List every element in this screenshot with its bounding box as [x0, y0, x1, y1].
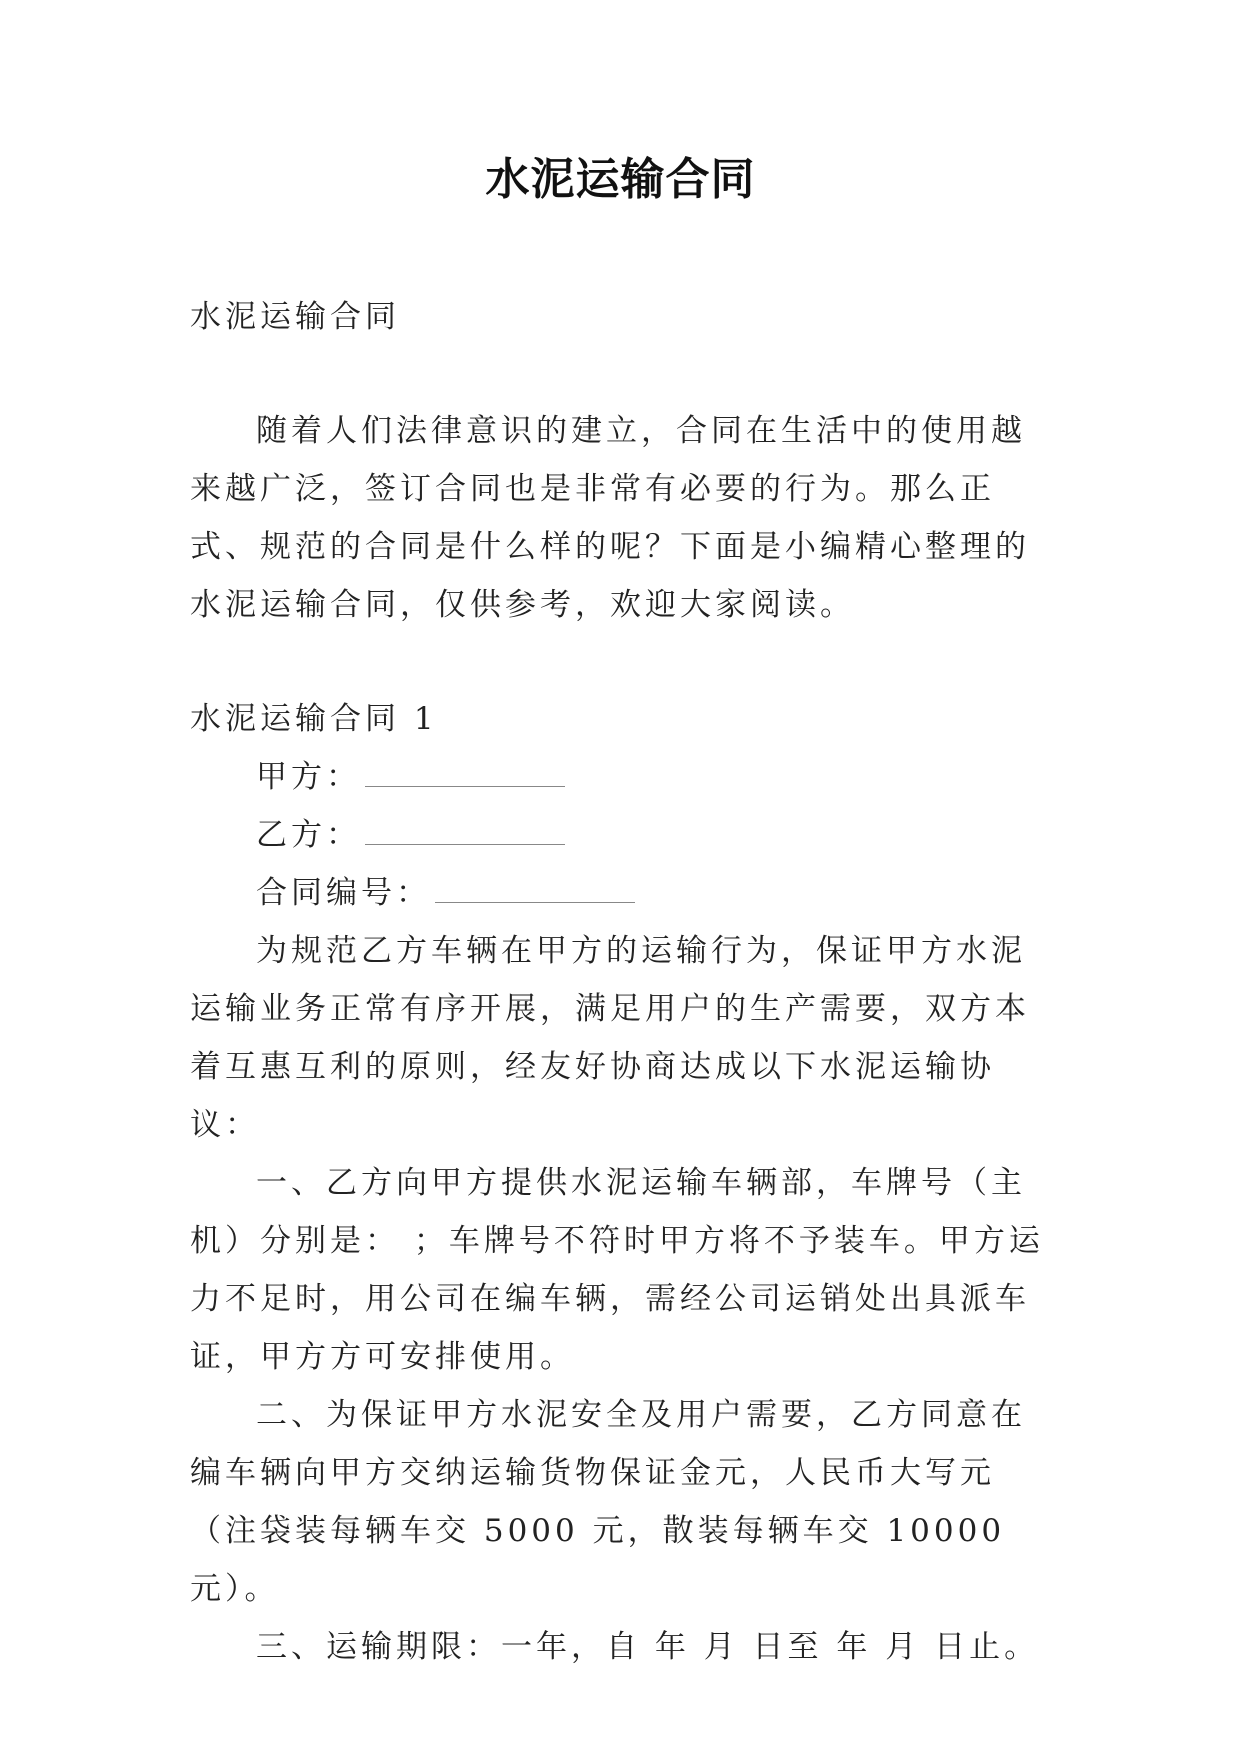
party-a-line [190, 748, 1052, 806]
clause-2: 二、为保证甲方水泥安全及用户需要，乙方同意在编车辆向甲方交纳运输货物保证金元，人民币大写元（注袋装每辆车交 5000 元，散装每辆车交 10000 元）。 [190, 1397, 1026, 1607]
contract-no-blank [435, 872, 635, 903]
document-heading: 水泥运输合同 [190, 299, 400, 335]
party-b-line [190, 806, 1052, 864]
intro-paragraph: 随着人们法律意识的建立，合同在生活中的使用越来越广泛，签订合同也是非常有必要的行为。那么正式、规范的合同是什么样的呢？下面是小编精心整理的水泥运输合同，仅供参考，欢迎大家阅读。 [190, 413, 1030, 623]
party-b-label: 乙方： [256, 817, 361, 853]
contract-no-line [190, 864, 1052, 922]
section-title: 水泥运输合同 1 [190, 701, 438, 737]
party-b-blank [365, 814, 565, 845]
contract-no-label: 合同编号： [256, 875, 431, 911]
party-a-label: 甲方： [256, 759, 361, 795]
document-title: 水泥运输合同 [485, 154, 756, 205]
clause-3: 三、运输期限：一年，自 年 月 日至 年 月 日止。 [256, 1629, 1040, 1665]
purpose-paragraph: 为规范乙方车辆在甲方的运输行为，保证甲方水泥运输业务正常有序开展，满足用户的生产需要，双方本着互惠互利的原则，经友好协商达成以下水泥运输协议： [190, 933, 1030, 1143]
document-body [190, 288, 1052, 1676]
clause-1: 一、乙方向甲方提供水泥运输车辆部，车牌号（主机）分别是： ；车牌号不符时甲方将不予装车。甲方运力不足时，用公司在编车辆，需经公司运销处出具派车证，甲方方可安排使用。 [190, 1165, 1044, 1375]
party-a-blank [365, 756, 565, 787]
